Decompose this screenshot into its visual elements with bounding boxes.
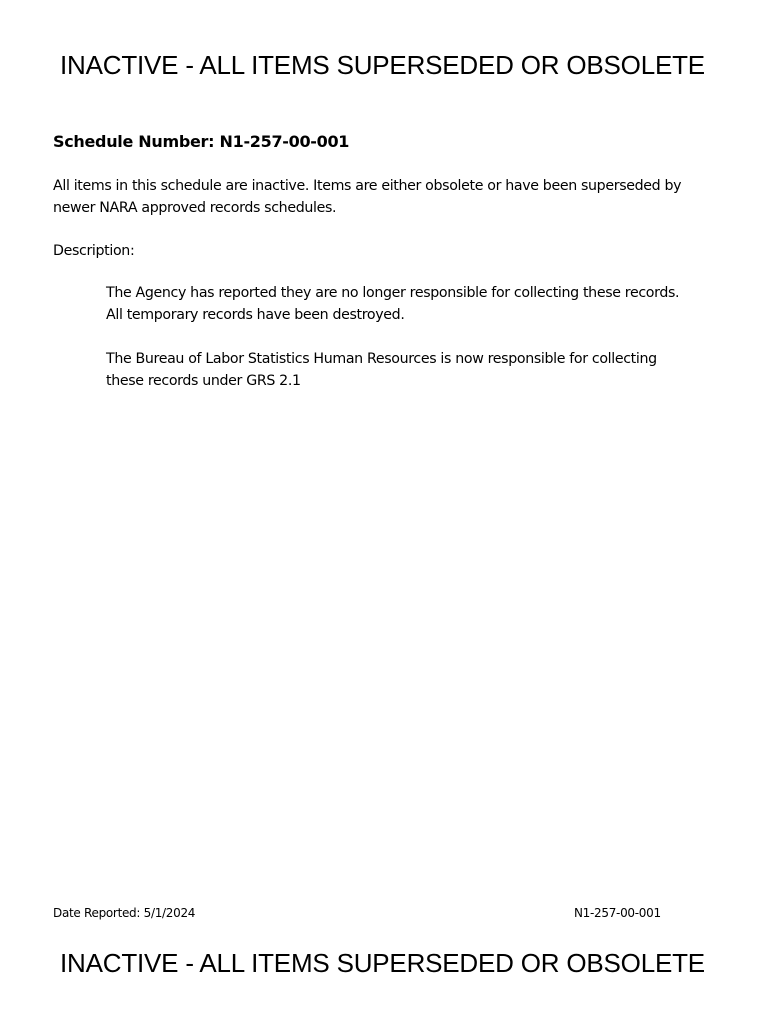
description-label: Description: <box>53 243 135 259</box>
description-paragraph-1 <box>106 282 726 326</box>
description-paragraph-2 <box>106 348 726 392</box>
inactive-notice-line-2: newer NARA approved records schedules. <box>53 200 337 216</box>
schedule-number-heading: Schedule Number: N1-257-00-001 <box>53 132 350 151</box>
inactive-banner-top: INACTIVE - ALL ITEMS SUPERSEDED OR OBSOLETE <box>60 50 705 80</box>
inactive-notice-paragraph <box>53 175 733 219</box>
description-paragraph-2-line-2: these records under GRS 2.1 <box>106 373 301 389</box>
description-paragraph-2-line-1: The Bureau of Labor Statistics Human Resources is now responsible for collecting <box>106 351 657 367</box>
inactive-banner-bottom: INACTIVE - ALL ITEMS SUPERSEDED OR OBSOLETE <box>60 948 705 978</box>
inactive-notice-line-1: All items in this schedule are inactive. Items are either obsolete or have been superseded by <box>53 178 682 194</box>
footer-date-reported: Date Reported: 5/1/2024 <box>53 906 196 920</box>
description-block <box>106 282 726 392</box>
description-paragraph-1-line-2: All temporary records have been destroyed. <box>106 307 405 323</box>
footer-schedule-number: N1-257-00-001 <box>574 906 661 920</box>
document-body <box>53 129 733 392</box>
description-paragraph-1-line-1: The Agency has reported they are no longer responsible for collecting these records. <box>106 285 680 301</box>
